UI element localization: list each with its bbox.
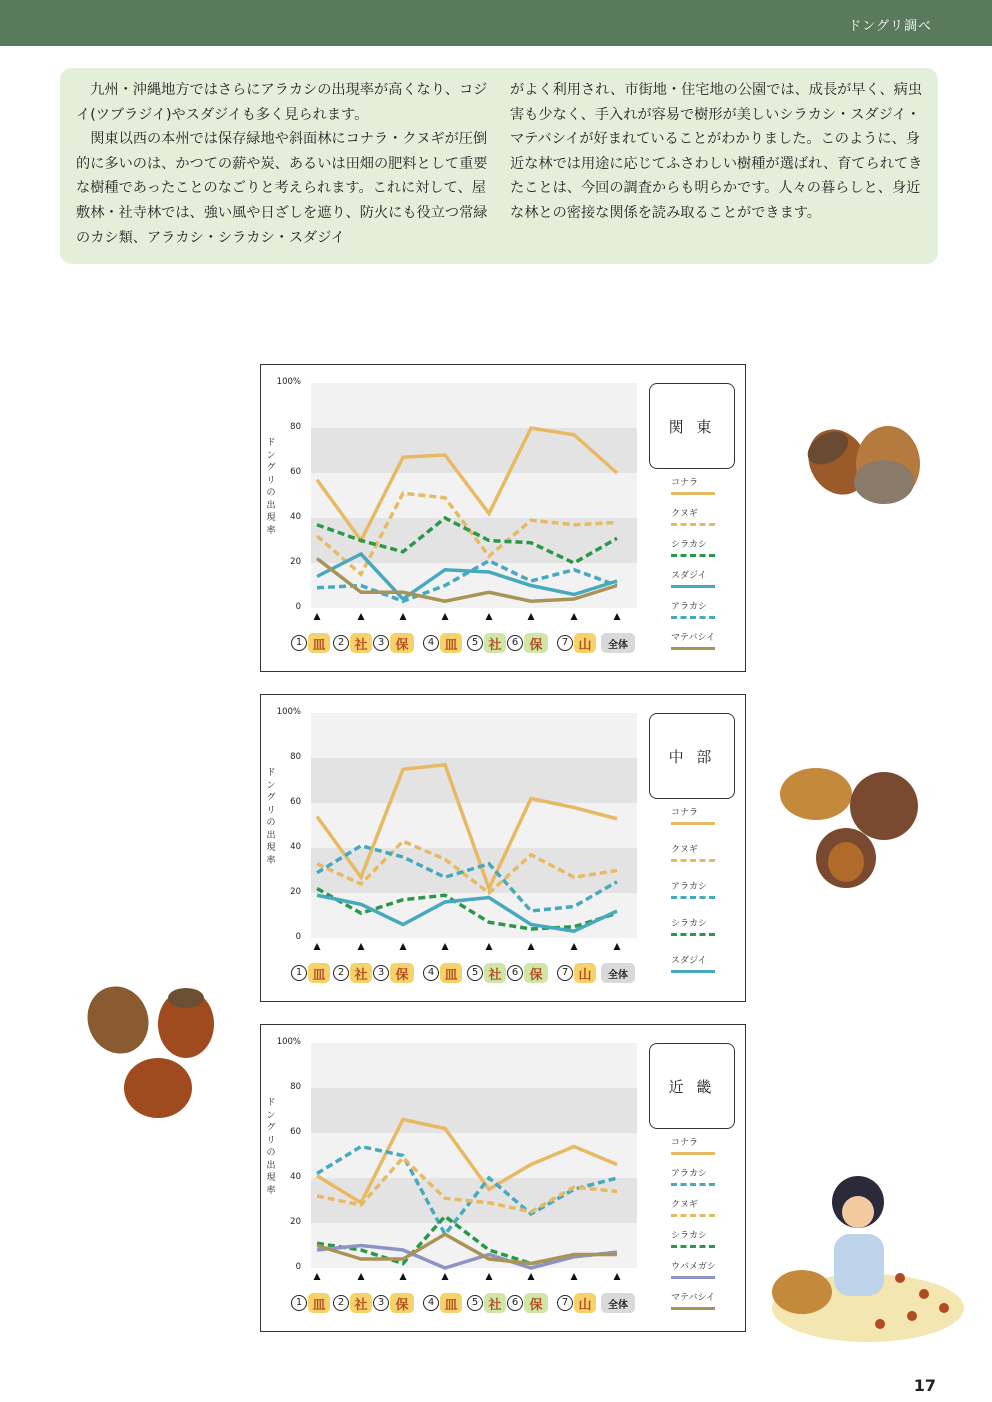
- body-textbox: [60, 68, 938, 264]
- category-badge: 5 社: [467, 632, 506, 654]
- paragraph: がよく利用され、市街地・住宅地の公園では、成長が早く、病虫害も少なく、手入れが容易で樹形が美しいシラカシ・スダジイ・マテバシイが好まれていることがわかりました。このように、身近な林では用途に応じてふさわしい樹種が選ばれ、育てられてきたことは、今回の調査からも明らかです。人々の暮らしと、身近な林との密接な関係を読み取ることができます。: [510, 82, 923, 221]
- category-marker: [400, 613, 407, 620]
- category-marker: [314, 613, 321, 620]
- category-marker: [358, 1273, 365, 1280]
- legend-item: クヌギ: [671, 506, 741, 519]
- category-marker: [528, 1273, 535, 1280]
- legend-item: シラカシ: [671, 537, 741, 550]
- chart-中部: [260, 694, 746, 1002]
- text-column-left: [76, 78, 496, 250]
- y-tick-label: 20: [290, 1217, 301, 1227]
- child-collecting-acorns-illustration: [768, 1168, 964, 1344]
- chart-近畿: [260, 1024, 746, 1332]
- legend-item: マテバシイ: [671, 630, 741, 643]
- category-marker: [314, 1273, 321, 1280]
- y-tick-label: 40: [290, 1172, 301, 1182]
- legend-item: アラカシ: [671, 599, 741, 612]
- category-badge: 全体: [601, 962, 635, 984]
- category-marker: [486, 943, 493, 950]
- y-tick-label: 0: [295, 932, 301, 942]
- y-tick-label: 60: [290, 467, 301, 477]
- y-tick-label: 100%: [276, 1037, 301, 1047]
- y-tick-label: 80: [290, 752, 301, 762]
- category-badge: 4 皿: [423, 632, 462, 654]
- grid-band: [311, 848, 637, 893]
- y-tick-label: 60: [290, 797, 301, 807]
- y-axis-label: ド ン グ リ の 出 現 率: [266, 1098, 276, 1196]
- category-badge: 5 社: [467, 1292, 506, 1314]
- category-badge: 7 山: [557, 1292, 596, 1314]
- category-badge: 7 山: [557, 632, 596, 654]
- category-marker: [528, 613, 535, 620]
- y-tick-label: 20: [290, 557, 301, 567]
- category-marker: [571, 613, 578, 620]
- category-badge: 2 社: [333, 1292, 372, 1314]
- y-tick-label: 0: [295, 602, 301, 612]
- category-marker: [571, 1273, 578, 1280]
- y-axis-label: ド ン グ リ の 出 現 率: [266, 438, 276, 536]
- y-tick-label: 100%: [276, 377, 301, 387]
- category-marker: [400, 1273, 407, 1280]
- legend-item: シラカシ: [671, 916, 741, 929]
- category-marker: [571, 943, 578, 950]
- category-badge: 4 皿: [423, 962, 462, 984]
- category-badge: 7 山: [557, 962, 596, 984]
- y-tick-label: 20: [290, 887, 301, 897]
- y-tick-label: 0: [295, 1262, 301, 1272]
- legend-item: スダジイ: [671, 568, 741, 581]
- category-marker: [442, 943, 449, 950]
- legend-item: コナラ: [671, 475, 741, 488]
- legend-item: クヌギ: [671, 842, 741, 855]
- category-badge: 2 社: [333, 632, 372, 654]
- category-marker: [314, 943, 321, 950]
- grid-band: [311, 1043, 637, 1088]
- region-label: 関 東: [649, 383, 735, 469]
- grid-band: [311, 1088, 637, 1133]
- y-axis-label: ド ン グ リ の 出 現 率: [266, 768, 276, 866]
- y-tick-label: 60: [290, 1127, 301, 1137]
- category-badge: 6 保: [507, 1292, 548, 1314]
- y-tick-label: 80: [290, 1082, 301, 1092]
- category-marker: [400, 943, 407, 950]
- acorn-illustration-3: [82, 976, 222, 1126]
- region-label: 中 部: [649, 713, 735, 799]
- category-badge: 全体: [601, 632, 635, 654]
- y-tick-label: 100%: [276, 707, 301, 717]
- category-marker: [486, 613, 493, 620]
- y-tick-label: 40: [290, 512, 301, 522]
- category-badge: 1 皿: [291, 1292, 330, 1314]
- acorn-illustration-1: [800, 410, 924, 514]
- page-header: [0, 0, 992, 46]
- category-badge: 3 保: [373, 632, 414, 654]
- region-label: 近 畿: [649, 1043, 735, 1129]
- y-tick-label: 80: [290, 422, 301, 432]
- category-marker: [614, 1273, 621, 1280]
- category-marker: [358, 613, 365, 620]
- grid-band: [311, 713, 637, 758]
- legend-item: クヌギ: [671, 1197, 741, 1210]
- grid-band: [311, 428, 637, 473]
- category-marker: [528, 943, 535, 950]
- category-badge: 6 保: [507, 962, 548, 984]
- category-badge: 1 皿: [291, 962, 330, 984]
- category-badge: 2 社: [333, 962, 372, 984]
- legend-item: マテバシイ: [671, 1290, 741, 1303]
- header-title: ドングリ調べ: [848, 19, 932, 34]
- legend-item: コナラ: [671, 1135, 741, 1148]
- legend-item: アラカシ: [671, 1166, 741, 1179]
- category-badge: 全体: [601, 1292, 635, 1314]
- paragraph: 関東以西の本州では保存緑地や斜面林にコナラ・クヌギが圧倒的に多いのは、かつての薪や炭、あるいは田畑の肥料として重要な樹種であったことのなごりと考えられます。これに対して、屋敷林・社寺林では、強い風や日ざしを遮り、防火にも役立つ常緑のカシ類、アラカシ・シラカシ・スダジイ: [76, 131, 488, 246]
- category-badge: 1 皿: [291, 632, 330, 654]
- category-badge: 3 保: [373, 962, 414, 984]
- acorn-illustration-2: [776, 748, 926, 888]
- legend-item: スダジイ: [671, 953, 741, 966]
- grid-band: [311, 758, 637, 803]
- category-marker: [442, 1273, 449, 1280]
- legend-item: アラカシ: [671, 879, 741, 892]
- category-badge: 3 保: [373, 1292, 414, 1314]
- chart-関東: [260, 364, 746, 672]
- category-badge: 5 社: [467, 962, 506, 984]
- legend-item: ウバメガシ: [671, 1259, 741, 1272]
- category-marker: [614, 943, 621, 950]
- category-marker: [486, 1273, 493, 1280]
- y-tick-label: 40: [290, 842, 301, 852]
- paragraph: 九州・沖縄地方ではさらにアラカシの出現率が高くなり、コジイ(ツブラジイ)やスダジイも多く見られます。: [76, 82, 488, 123]
- category-badge: 6 保: [507, 632, 548, 654]
- text-column-right: [510, 78, 930, 226]
- category-badge: 4 皿: [423, 1292, 462, 1314]
- category-marker: [614, 613, 621, 620]
- page-number: 17: [913, 1376, 936, 1395]
- legend-item: コナラ: [671, 805, 741, 818]
- category-marker: [442, 613, 449, 620]
- legend-item: シラカシ: [671, 1228, 741, 1241]
- category-marker: [358, 943, 365, 950]
- grid-band: [311, 383, 637, 428]
